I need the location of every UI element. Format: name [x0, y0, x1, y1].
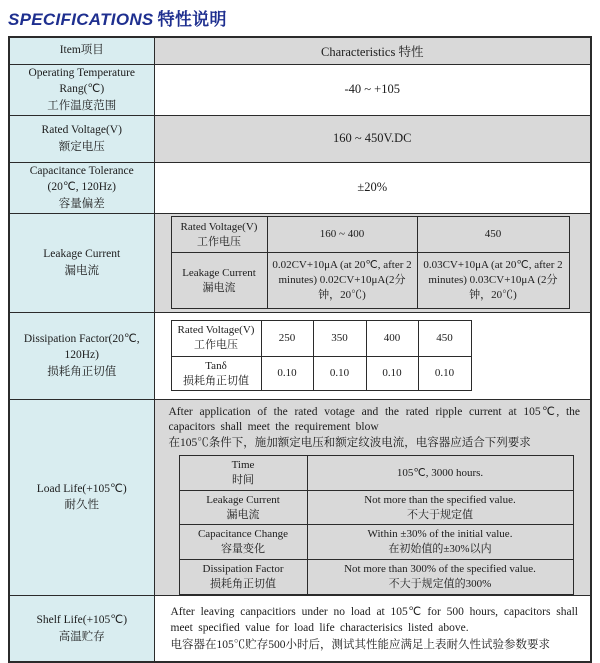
leakage-range-low: 160 ~ 400: [267, 217, 417, 253]
load-life-capacitance-value-en: Within ±30% of the initial value.: [367, 528, 513, 541]
dissipation-voltage-header: [171, 320, 261, 356]
tan-delta-value-250: 0.10: [261, 356, 313, 391]
row-leakage-current: [9, 213, 591, 312]
leakage-table-voltage-header: [171, 217, 267, 253]
leakage-row-label: [171, 253, 267, 309]
dissipation-voltage-header-zh: 工作电压: [194, 339, 238, 352]
leakage-table-header-row: [171, 217, 569, 253]
shelf-life-text: [171, 604, 579, 654]
header-characteristics-cell: Characteristics 特性: [154, 37, 591, 64]
dissipation-table-value-row: [171, 356, 471, 391]
dissipation-voltage-350: 350: [313, 320, 366, 356]
load-life-dissipation-value-zh: 不大于规定值的300%: [388, 577, 492, 590]
load-life-row-leakage: [179, 490, 573, 525]
dissipation-factor-label-zh: 损耗角正切值: [47, 365, 117, 378]
page-title-zh: 特性说明: [157, 10, 227, 29]
dissipation-voltage-450: 450: [418, 320, 471, 356]
leakage-current-label-en: Leakage Current: [43, 247, 121, 260]
operating-temperature-value: -40 ~ +105: [154, 64, 591, 115]
tan-delta-label-zh: 损耗角正切值: [183, 374, 249, 387]
dissipation-voltage-header-en: Rated Voltage(V): [177, 324, 255, 337]
capacitance-tolerance-label-en: Capacitance Tolerance: [29, 164, 134, 177]
page-title-en: SPECIFICATIONS: [8, 10, 154, 29]
load-life-leakage-value-en: Not more than the specified value.: [364, 493, 516, 506]
load-life-capacitance-label: [179, 525, 307, 560]
load-life-row-time: [179, 456, 573, 491]
load-life-capacitance-value: [307, 525, 573, 560]
dissipation-factor-table: [171, 320, 472, 392]
tan-delta-value-350: 0.10: [313, 356, 366, 391]
operating-temperature-label-zh: 工作温度范围: [47, 99, 117, 112]
tan-delta-value-400: 0.10: [366, 356, 418, 391]
capacitance-tolerance-label: [9, 162, 154, 213]
load-life-leakage-value-zh: 不大于规定值: [407, 508, 473, 521]
shelf-life-label: [9, 595, 154, 662]
leakage-voltage-header-en: Rated Voltage(V): [180, 220, 258, 233]
dissipation-factor-label-en: Dissipation Factor(20℃, 120Hz): [23, 332, 140, 362]
rated-voltage-label-en: Rated Voltage(V): [41, 123, 122, 136]
leakage-value-low: 0.02CV+10μA (at 20℃, after 2 minutes) 0.02CV+10μA(2分钟，20℃): [267, 253, 417, 309]
operating-temperature-label-en: Operating Temperature Rang(℃): [28, 66, 136, 96]
dissipation-factor-label: [9, 312, 154, 399]
load-life-intro-en: After application of the rated votage and the rated ripple current at 105℃, the capacitors shall meet the requirement blow: [168, 405, 580, 434]
load-life-capacitance-value-zh: 在初始值的±30%以内: [388, 543, 492, 556]
dissipation-factor-cell: [154, 312, 591, 399]
load-life-table: [179, 455, 574, 595]
tan-delta-label-en: Tanδ: [205, 359, 227, 372]
dissipation-voltage-400: 400: [366, 320, 418, 356]
dissipation-table-header-row: [171, 320, 471, 356]
row-dissipation-factor: [9, 312, 591, 399]
dissipation-voltage-250: 250: [261, 320, 313, 356]
tan-delta-label: [171, 356, 261, 391]
capacitance-tolerance-value: ±20%: [154, 162, 591, 213]
header-item-cell: Item项目: [9, 37, 154, 64]
shelf-life-label-zh: 高温贮存: [58, 630, 105, 643]
load-life-label-en: Load Life(+105℃): [36, 482, 127, 495]
load-life-time-label: [179, 456, 307, 491]
load-life-dissipation-label-en: Dissipation Factor: [202, 563, 284, 576]
load-life-intro: [169, 405, 581, 452]
load-life-dissipation-label: [179, 560, 307, 595]
load-life-time-label-zh: 时间: [232, 473, 254, 486]
load-life-dissipation-label-zh: 损耗角正切值: [210, 577, 276, 590]
leakage-voltage-header-zh: 工作电压: [197, 235, 241, 248]
load-life-row-dissipation: [179, 560, 573, 595]
row-rated-voltage: [9, 115, 591, 162]
load-life-label: [9, 399, 154, 595]
rated-voltage-label: [9, 115, 154, 162]
row-load-life: [9, 399, 591, 595]
tan-delta-value-450: 0.10: [418, 356, 471, 391]
specifications-table: [8, 36, 592, 663]
shelf-life-label-en: Shelf Life(+105℃): [36, 613, 128, 626]
load-life-dissipation-value-en: Not more than 300% of the specified value.: [344, 563, 536, 576]
load-life-dissipation-value: [307, 560, 573, 595]
leakage-range-high: 450: [417, 217, 569, 253]
shelf-life-text-en: After leaving canpacitiors under no load at 105℃ for 500 hours, capacitors shall meet specified value for load life characterisics listed above.: [170, 605, 578, 635]
load-life-leakage-value: [307, 490, 573, 525]
page-title: [8, 5, 600, 30]
load-life-leakage-label-en: Leakage Current: [206, 493, 280, 506]
leakage-current-cell: [154, 213, 591, 312]
load-life-cell: [154, 399, 591, 595]
leakage-current-label: [9, 213, 154, 312]
load-life-leakage-label: [179, 490, 307, 525]
load-life-row-capacitance: [179, 525, 573, 560]
load-life-label-zh: 耐久性: [64, 499, 99, 512]
leakage-current-label-zh: 漏电流: [64, 264, 99, 277]
load-life-time-label-en: Time: [231, 459, 255, 472]
load-life-intro-zh: 在105℃条件下，施加额定电压和额定纹波电流，电容器应适合下列要求: [168, 436, 531, 449]
load-life-time-value: 105℃, 3000 hours.: [307, 456, 573, 491]
capacitance-tolerance-label-zh: 容量偏差: [58, 197, 105, 210]
shelf-life-cell: [154, 595, 591, 662]
rated-voltage-value: 160 ~ 450V.DC: [154, 115, 591, 162]
leakage-current-table: [171, 216, 570, 309]
load-life-capacitance-label-zh: 容量变化: [221, 543, 265, 556]
operating-temperature-label: [9, 64, 154, 115]
table-header-row: [9, 37, 591, 64]
row-shelf-life: [9, 595, 591, 662]
row-capacitance-tolerance: [9, 162, 591, 213]
leakage-value-high: 0.03CV+10μA (at 20℃, after 2 minutes) 0.03CV+10μA (2分钟，20℃): [417, 253, 569, 309]
leakage-table-value-row: [171, 253, 569, 309]
load-life-leakage-label-zh: 漏电流: [226, 508, 260, 521]
leakage-row-label-zh: 漏电流: [202, 281, 236, 294]
capacitance-tolerance-label-cond: (20℃, 120Hz): [47, 181, 116, 194]
leakage-row-label-en: Leakage Current: [182, 266, 256, 279]
rated-voltage-label-zh: 额定电压: [58, 140, 105, 153]
load-life-capacitance-label-en: Capacitance Change: [197, 528, 289, 541]
shelf-life-text-zh: 电容器在105℃贮存500小时后，测试其性能应满足上表耐久性试验参数要求: [170, 638, 550, 651]
row-operating-temperature: [9, 64, 591, 115]
